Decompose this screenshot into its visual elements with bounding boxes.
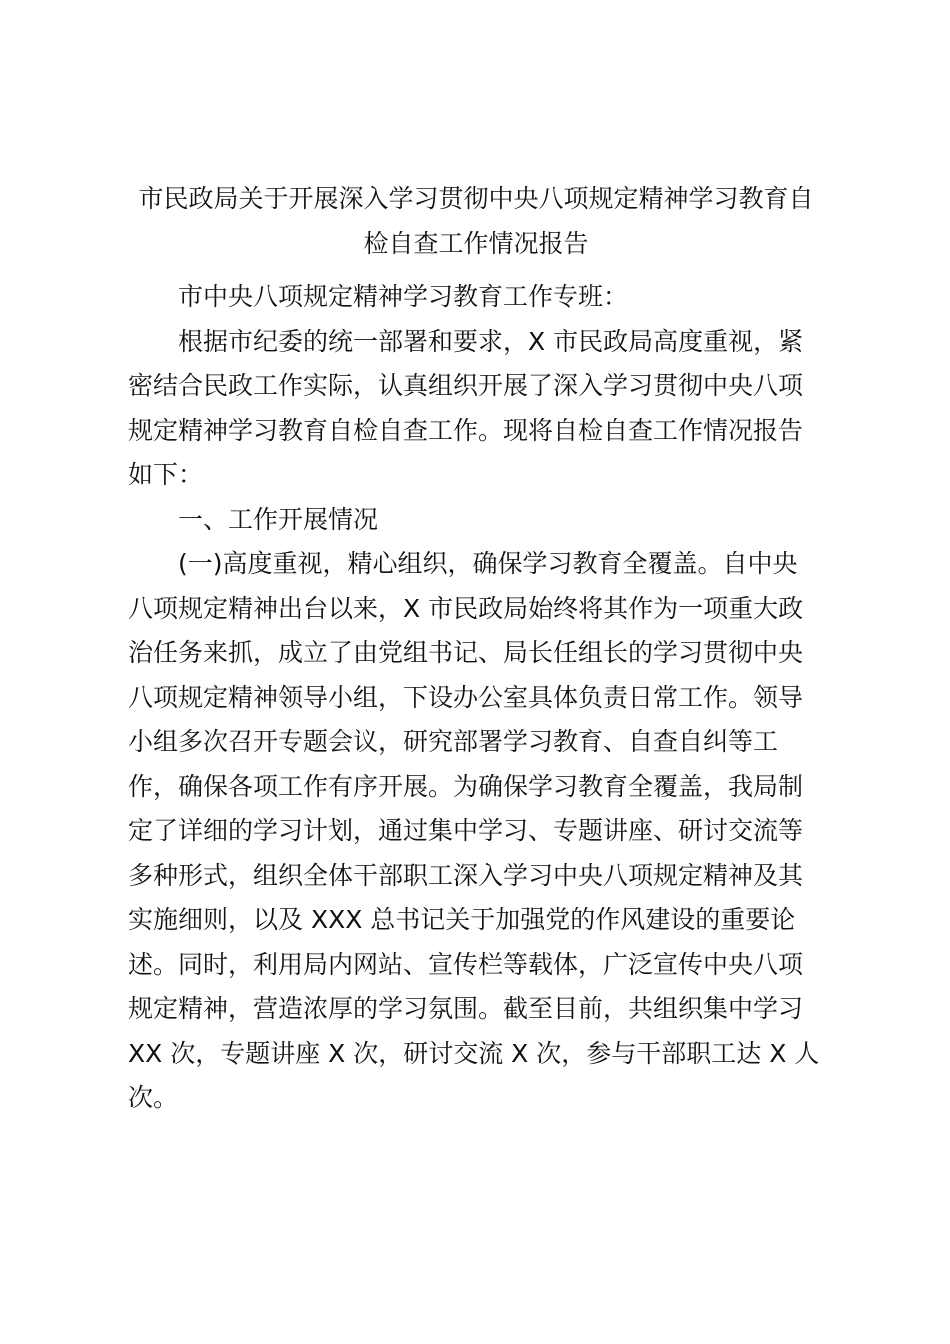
section-line: 述。同时，利用局内网站、宣传栏等载体，广泛宣传中央八项 [128,949,804,979]
title-line: 检自查工作情况报告 [363,229,589,258]
section-line: 治任务来抓，成立了由党组书记、局长任组长的学习贯彻中央 [128,638,804,667]
addressee [128,275,820,320]
document-body [128,275,820,1121]
addressee-line: 市中央八项规定精神学习教育工作专班： [178,282,629,311]
section-line: 小组多次召开专题会议，研究部署学习教育、自查自纠等工 [128,727,779,756]
section-line: (一)高度重视，精心组织，确保学习教育全覆盖。自中央 [178,549,798,578]
section-line: 定了详细的学习计划，通过集中学习、专题讲座、研讨交流等 [128,816,804,845]
intro-paragraph [128,320,820,498]
intro-line: 密结合民政工作实际，认真组织开展了深入学习贯彻中央八项 [128,371,804,400]
section-line: 八项规定精神领导小组，下设办公室具体负责日常工作。领导 [128,682,804,712]
section-line: 八项规定精神出台以来，X 市民政局始终将其作为一项重大政 [128,593,804,623]
intro-line: 根据市纪委的统一部署和要求，X 市民政局高度重视，紧 [178,326,804,356]
intro-line: 规定精神学习教育自检自查工作。现将自检自查工作情况报告 [128,415,804,445]
section-line: 实施细则，以及 XXX 总书记关于加强党的作风建设的重要论 [128,905,796,934]
section-line: 次。 [128,1083,179,1112]
title-line: 市民政局关于开展深入学习贯彻中央八项规定精神学习教育自 [138,184,814,213]
section-heading-text: 一、工作开展情况 [178,504,379,534]
section-paragraph [128,542,820,1121]
section-line: XX 次，专题讲座 X 次，研讨交流 X 次，参与干部职工达 X 人 [128,1038,820,1068]
section-line: 规定精神，营造浓厚的学习氛围。截至目前，共组织集中学习 [128,994,804,1023]
section-line: 多种形式，组织全体干部职工深入学习中央八项规定精神及其 [128,860,804,890]
section-heading [128,498,820,543]
intro-line: 如下： [128,460,204,489]
section-line: 作，确保各项工作有序开展。为确保学习教育全覆盖，我局制 [128,771,804,801]
document-title [128,176,824,266]
